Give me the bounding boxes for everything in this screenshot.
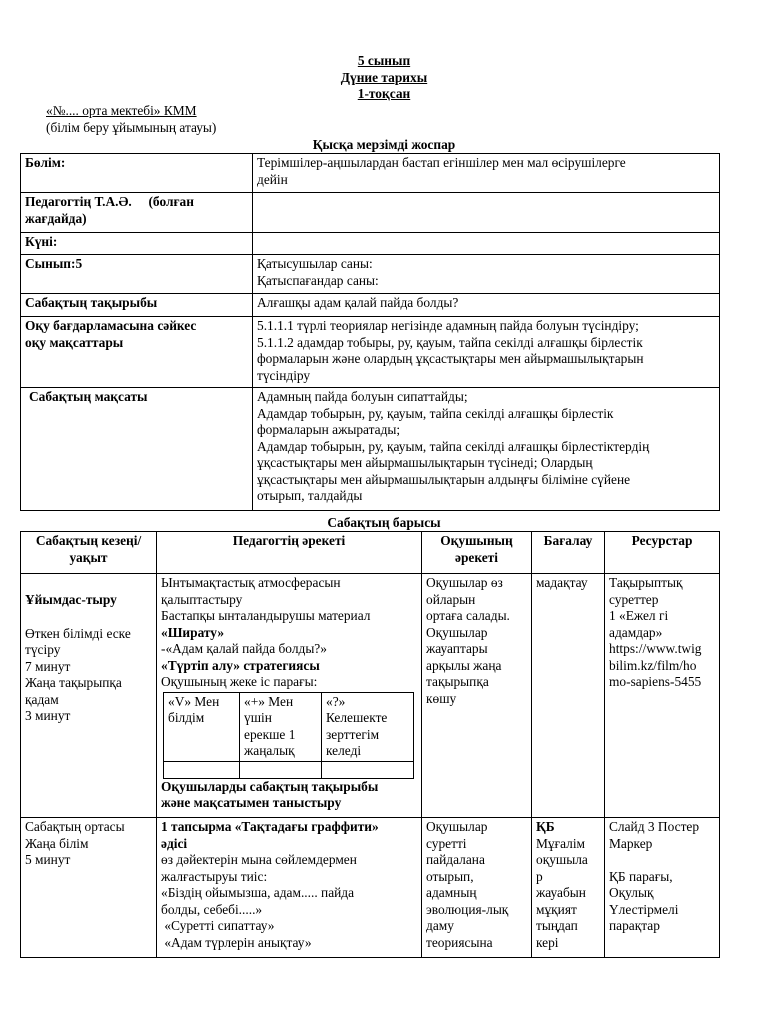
- student-cell: Оқушылар суретті пайдалана отырып, адамның эволюция-лық даму теориясына: [422, 818, 532, 958]
- header-student: Оқушының әрекеті: [422, 532, 532, 574]
- header-teacher: Педагогтің әрекеті: [157, 532, 422, 574]
- process-header-row: [21, 532, 720, 574]
- info-label: Күні:: [21, 233, 253, 255]
- info-row-date: [21, 233, 720, 255]
- resources-cell: Тақырыптық суреттер 1 «Ежел гі адамдар» https://www.twig bilim.kz/film/ho mo-sapiens-5455: [605, 574, 720, 818]
- process-title: Сабақтың барысы: [327, 515, 441, 530]
- grade-heading: 5 сынып: [357, 53, 411, 68]
- grid-cell-empty: [164, 761, 240, 778]
- stage-cell: Сабақтың ортасы Жаңа білім 5 минут: [21, 818, 157, 958]
- school-name: «№.... орта мектебі» КММ: [46, 103, 197, 118]
- lesson-info-table: [20, 153, 720, 511]
- assessment-cell: ҚБ Мұғалім оқушыла р жауабын мұқият тыңдап кері: [532, 818, 605, 958]
- school-caption: (білім беру ұйымының атауы): [46, 120, 217, 135]
- info-value-empty: [253, 233, 720, 255]
- grid-cell-question: «?» Келешекте зерттегім келеді: [322, 692, 414, 761]
- info-value: Терімшілер-аңшылардан бастап егіншілер мен мал өсірушілерге дейін: [253, 154, 720, 193]
- info-value: Адамның пайда болуын сипаттайды; Адамдар тобырын, ру, қауым, тайпа секілді алғашқы бірлестік формаларын ажыратады; Адамдар тобырын, ру, қауым, тайпа секілді алғашқы бірлестіктердің ұқсастықтары мен айырмашылықтарын түсінеді; Олардың ұқсастықтары мен айырмашылықтарын алдыңғы біліміне сүйене отырып, талдайды: [253, 388, 720, 511]
- header-resources: Ресурстар: [605, 532, 720, 574]
- grid-cell-empty: [240, 761, 322, 778]
- info-row-objectives: [21, 317, 720, 388]
- info-value: 5.1.1.1 түрлі теориялар негізінде адамның пайда болуын түсіндіру; 5.1.1.2 адамдар тобыры, ру, қауым, тайпа секілді алғашқы бірлестік формаларын және олардың ұқсастықтары мен айырмашылықтарын түсіндіру: [253, 317, 720, 388]
- teacher-cell: 1 тапсырма «Тақтадағы граффити» әдісі өз дәйектерін мына сөйлемдермен жалғастыруы тиіс: «Біздің ойымызша, адам..... пайда болды, себебі.....» «Суретті сипаттау» «Адам түрлерін анықтау»: [157, 818, 422, 958]
- info-row-topic: [21, 294, 720, 317]
- info-row-section: [21, 154, 720, 193]
- info-label: Сабақтың мақсаты: [21, 388, 253, 511]
- process-row-new-knowledge: [21, 818, 720, 958]
- lesson-process-table: [20, 531, 720, 958]
- info-value: Алғашқы адам қалай пайда болды?: [253, 294, 720, 317]
- process-row-organization: [21, 574, 720, 818]
- grid-cell-empty: [322, 761, 414, 778]
- info-label: Педагогтің Т.А.Ә. (болған жағдайда): [21, 193, 253, 233]
- resources-cell: Слайд 3 Постер Маркер ҚБ парағы, Оқулық Үлестірмелі парақтар: [605, 818, 720, 958]
- student-cell: Оқушылар өз ойларын ортаға салады. Оқушылар жауаптары арқылы жаңа тақырыпқа көшу: [422, 574, 532, 818]
- stage-cell: Ұйымдас-тыру Өткен білімді еске түсіру 7 минут Жаңа тақырыпқа қадам 3 минут: [21, 574, 157, 818]
- info-label: Сынып:5: [21, 255, 253, 294]
- info-row-teacher: [21, 193, 720, 233]
- teacher-cell: Ынтымақтастық атмосферасын қалыптастыру Бастапқы ынталандырушы материал «Ширату» -«Адам қалай пайда болды?» «Түртіп алу» стратегиясы Оқушының жеке іс парағы: «V» Мен білдім «+» Мен үшін ерекше 1 жаңалық «?» Келешекте зерттегім келеді Оқушыларды сабақтың тақырыбы және мақсатымен таныстыру: [157, 574, 422, 818]
- info-value-empty: [253, 193, 720, 233]
- assessment-cell: мадақтау: [532, 574, 605, 818]
- info-label: Сабақтың тақырыбы: [21, 294, 253, 317]
- plan-title: Қысқа мерзімді жоспар: [312, 137, 456, 152]
- grid-cell-know: «V» Мен білдім: [164, 692, 240, 761]
- info-row-goal: [21, 388, 720, 511]
- header-stage: Сабақтың кезеңі/ уақыт: [21, 532, 157, 574]
- info-label: Бөлім:: [21, 154, 253, 193]
- header-assessment: Бағалау: [532, 532, 605, 574]
- info-value: Қатысушылар саны: Қатыспағандар саны:: [253, 255, 720, 294]
- worksheet-grid: [163, 692, 414, 779]
- info-label: Оқу бағдарламасына сәйкес оқу мақсаттары: [21, 317, 253, 388]
- subject-heading: Дүние тарихы: [340, 70, 428, 85]
- grid-cell-new: «+» Мен үшін ерекше 1 жаңалық: [240, 692, 322, 761]
- info-row-class: [21, 255, 720, 294]
- quarter-heading: 1-тоқсан: [357, 86, 411, 101]
